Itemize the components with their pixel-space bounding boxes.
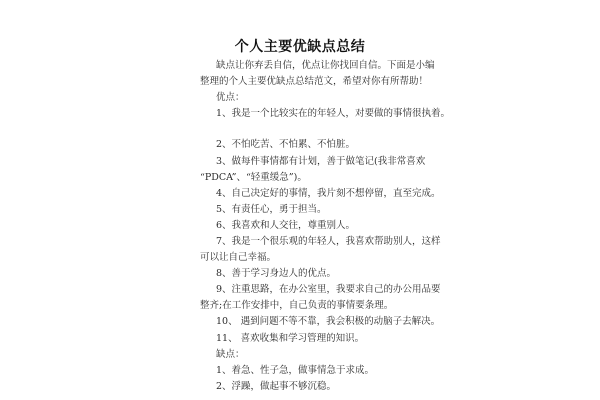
strength-item-9: 9、注重思路，在办公室里，我要求自己的办公用品要 bbox=[216, 284, 441, 295]
strength-item-3: 3、做每件事情都有计划，善于做笔记(我非常喜欢 bbox=[216, 156, 426, 167]
strength-item-7-cont: 可以让自己幸福。 bbox=[200, 252, 277, 263]
strength-item-4: 4、自己决定好的事情，我片刻不想停留，直至完成。 bbox=[216, 188, 441, 199]
weakness-item-1: 1、着急、性子急，做事情急于求成。 bbox=[216, 365, 375, 376]
weaknesses-heading: 缺点： bbox=[216, 349, 245, 360]
document-title: 个人主要优缺点总结 bbox=[234, 39, 366, 55]
strength-item-8: 8、善于学习身边人的优点。 bbox=[216, 268, 337, 279]
intro-line-2: 整理的个人主要优缺点总结范文，希望对你有所帮助！ bbox=[200, 76, 429, 87]
strength-item-11: 11、 喜欢收集和学习管理的知识。 bbox=[216, 333, 365, 344]
weakness-item-2: 2、浮躁，做起事不够沉稳。 bbox=[216, 381, 337, 392]
strength-item-7: 7、我是一个很乐观的年轻人，我喜欢帮助别人，这样 bbox=[216, 236, 441, 247]
strength-item-10: 10、 遇到问题不等不靠，我会积极的动脑子去解决。 bbox=[216, 316, 441, 327]
strength-item-3-cont: “PDCA”、“轻重缓急”)。 bbox=[200, 172, 307, 183]
strengths-heading: 优点： bbox=[216, 92, 245, 103]
strength-item-6: 6、我喜欢和人交往，尊重别人。 bbox=[216, 220, 356, 231]
strength-item-5: 5、有责任心，勇于担当。 bbox=[216, 204, 327, 215]
strength-item-9-cont: 整齐;在工作安排中，自己负责的事情要条理。 bbox=[200, 300, 394, 311]
intro-line-1: 缺点让你弃丢自信，优点让你找回自信。下面是小编 bbox=[216, 60, 435, 71]
strength-item-1: 1、我是一个比较实在的年轻人，对要做的事情很执着。 bbox=[216, 108, 451, 119]
strength-item-2: 2、不怕吃苦、不怕累、不怕脏。 bbox=[216, 139, 356, 150]
